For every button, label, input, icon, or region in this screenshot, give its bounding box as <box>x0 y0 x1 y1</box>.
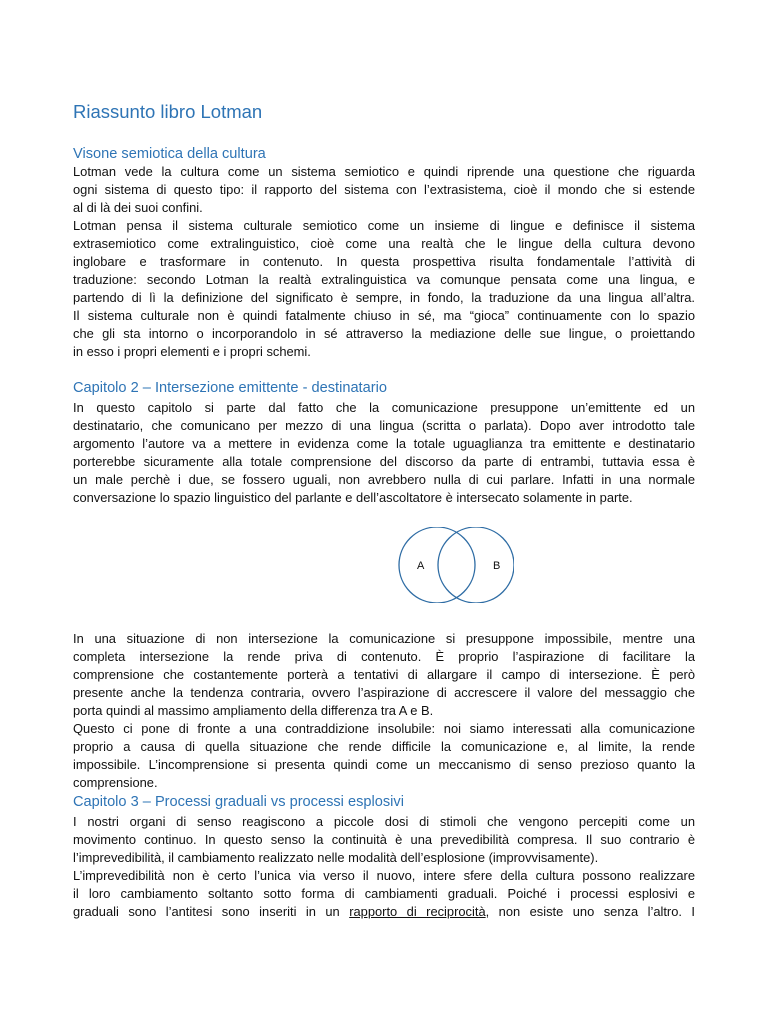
text-line: che gli sta intorno o incorporandolo in sé attraverso la mediazione delle sue lingue, o proiettando <box>73 326 695 341</box>
text-line <box>73 903 695 921</box>
text-line: impossibile. L’incomprensione si presenta quindi come un meccanismo di senso prezioso quanto la <box>73 757 695 772</box>
section-heading-capitolo-2: Capitolo 2 – Intersezione emittente - destinatario <box>73 380 387 396</box>
text-line: argomento l’autore va a mettere in evidenza come la totale uguaglianza tra emittente e destinatario <box>73 436 695 451</box>
text-line: presente anche la tendenza contraria, ovvero l’aspirazione di accrescere il valore del messaggio che <box>73 685 695 700</box>
text-line: Questo ci pone di fronte a una contraddizione insolubile: noi siamo interessati alla comunicazione <box>73 721 695 736</box>
text-line: extrasemiotico come extralinguistico, cioè come una realtà che le lingue della cultura devono <box>73 236 695 251</box>
text-line: Lotman vede la cultura come un sistema semiotico e quindi riprende una questione che riguarda <box>73 164 695 179</box>
text-line: In questo capitolo si parte dal fatto che la comunicazione presuppone un’emittente ed un <box>73 400 695 415</box>
text-line: inglobare e trasformare in contenuto. In questa prospettiva risulta fondamentale l’attività di <box>73 254 695 269</box>
document-title: Riassunto libro Lotman <box>73 101 263 122</box>
venn-circle-b <box>438 527 514 603</box>
section-heading-semiotica: Visone semiotica della cultura <box>73 146 266 162</box>
text-run: , non esiste uno senza l’altro. I <box>485 904 695 919</box>
text-line: l’imprevedibilità, il cambiamento realizzato nelle modalità dell’esplosione (improvvisamente). <box>73 850 599 865</box>
paragraph-lotman-lingue <box>73 217 695 361</box>
section-heading-capitolo-3: Capitolo 3 – Processi graduali vs processi esplosivi <box>73 794 404 810</box>
text-line: partendo di lì la definizione del significato è sempre, in fondo, la traduzione da una lingua all’altra. <box>73 290 695 305</box>
text-line: movimento continuo. In questo senso la continuità è una prevedibilità compresa. Il suo contrario è <box>73 832 695 847</box>
text-line: conversazione lo spazio linguistico del parlante e dell’ascoltatore è intersecato solamente in parte. <box>73 490 633 505</box>
text-line: destinatario, che comunicano per mezzo di una lingua (scritta o parlata). Dopo aver introdotto tale <box>73 418 695 433</box>
venn-diagram <box>390 527 514 603</box>
paragraph-comunicazione <box>73 399 695 507</box>
text-line: porta quindi al massimo ampliamento della differenza tra A e B. <box>73 703 434 718</box>
venn-label-b: B <box>493 560 501 572</box>
paragraph-intersezione <box>73 630 695 720</box>
text-line: comprensione. <box>73 775 158 790</box>
paragraph-lotman-sistema <box>73 163 695 217</box>
text-line: I nostri organi di senso reagiscono a piccole dosi di stimoli che vengono percepiti come un <box>73 814 695 829</box>
paragraph-contraddizione <box>73 720 695 792</box>
text-line: Lotman pensa il sistema culturale semiotico come un insieme di lingue e definisce il sistema <box>73 218 695 233</box>
text-line: L’imprevedibilità non è certo l’unica via verso il nuovo, intere sfere della cultura possono realizzare <box>73 868 695 883</box>
text-line: ogni sistema di questo tipo: il rapporto del sistema con l’extrasistema, cioè il mondo che si estende <box>73 182 695 197</box>
text-line: Il sistema culturale non è quindi fatalmente chiuso in sé, ma “gioca” continuamente con lo spazio <box>73 308 695 323</box>
text-line: un male perchè i due, se fossero uguali, non avrebbero nulla di cui parlare. Infatti in una normale <box>73 472 695 487</box>
venn-circle-a <box>399 527 475 603</box>
text-line: completa intersezione la rende priva di contenuto. È proprio l’aspirazione di facilitare la <box>73 649 695 664</box>
text-line: traduzione: secondo Lotman la realtà extralinguistica va comunque pensata come una lingua, e <box>73 272 695 287</box>
text-line: in esso i propri elementi e i propri schemi. <box>73 344 311 359</box>
paragraph-organi-senso <box>73 813 695 867</box>
text-line: In una situazione di non intersezione la comunicazione si presuppone impossibile, mentre una <box>73 631 695 646</box>
paragraph-imprevedibilita <box>73 867 695 921</box>
venn-label-a: A <box>417 560 425 572</box>
text-run: graduali sono l’antitesi sono inseriti in un <box>73 904 350 919</box>
text-line: proprio a causa di quella situazione che rende difficile la comunicazione e, al limite, la rende <box>73 739 695 754</box>
text-line: comprensione che costantemente porterà a tentativi di allargare il campo di intersezione. È però <box>73 667 695 682</box>
text-line: al di là dei suoi confini. <box>73 200 203 215</box>
text-line: porterebbe sicuramente alla totale comprensione del discorso da parte di entrambi, tuttavia essa è <box>73 454 695 469</box>
underlined-phrase: rapporto di reciprocità <box>349 904 486 919</box>
text-line: il loro cambiamento soltanto sotto forma di cambiamenti graduali. Poiché i processi esplosivi e <box>73 886 695 901</box>
